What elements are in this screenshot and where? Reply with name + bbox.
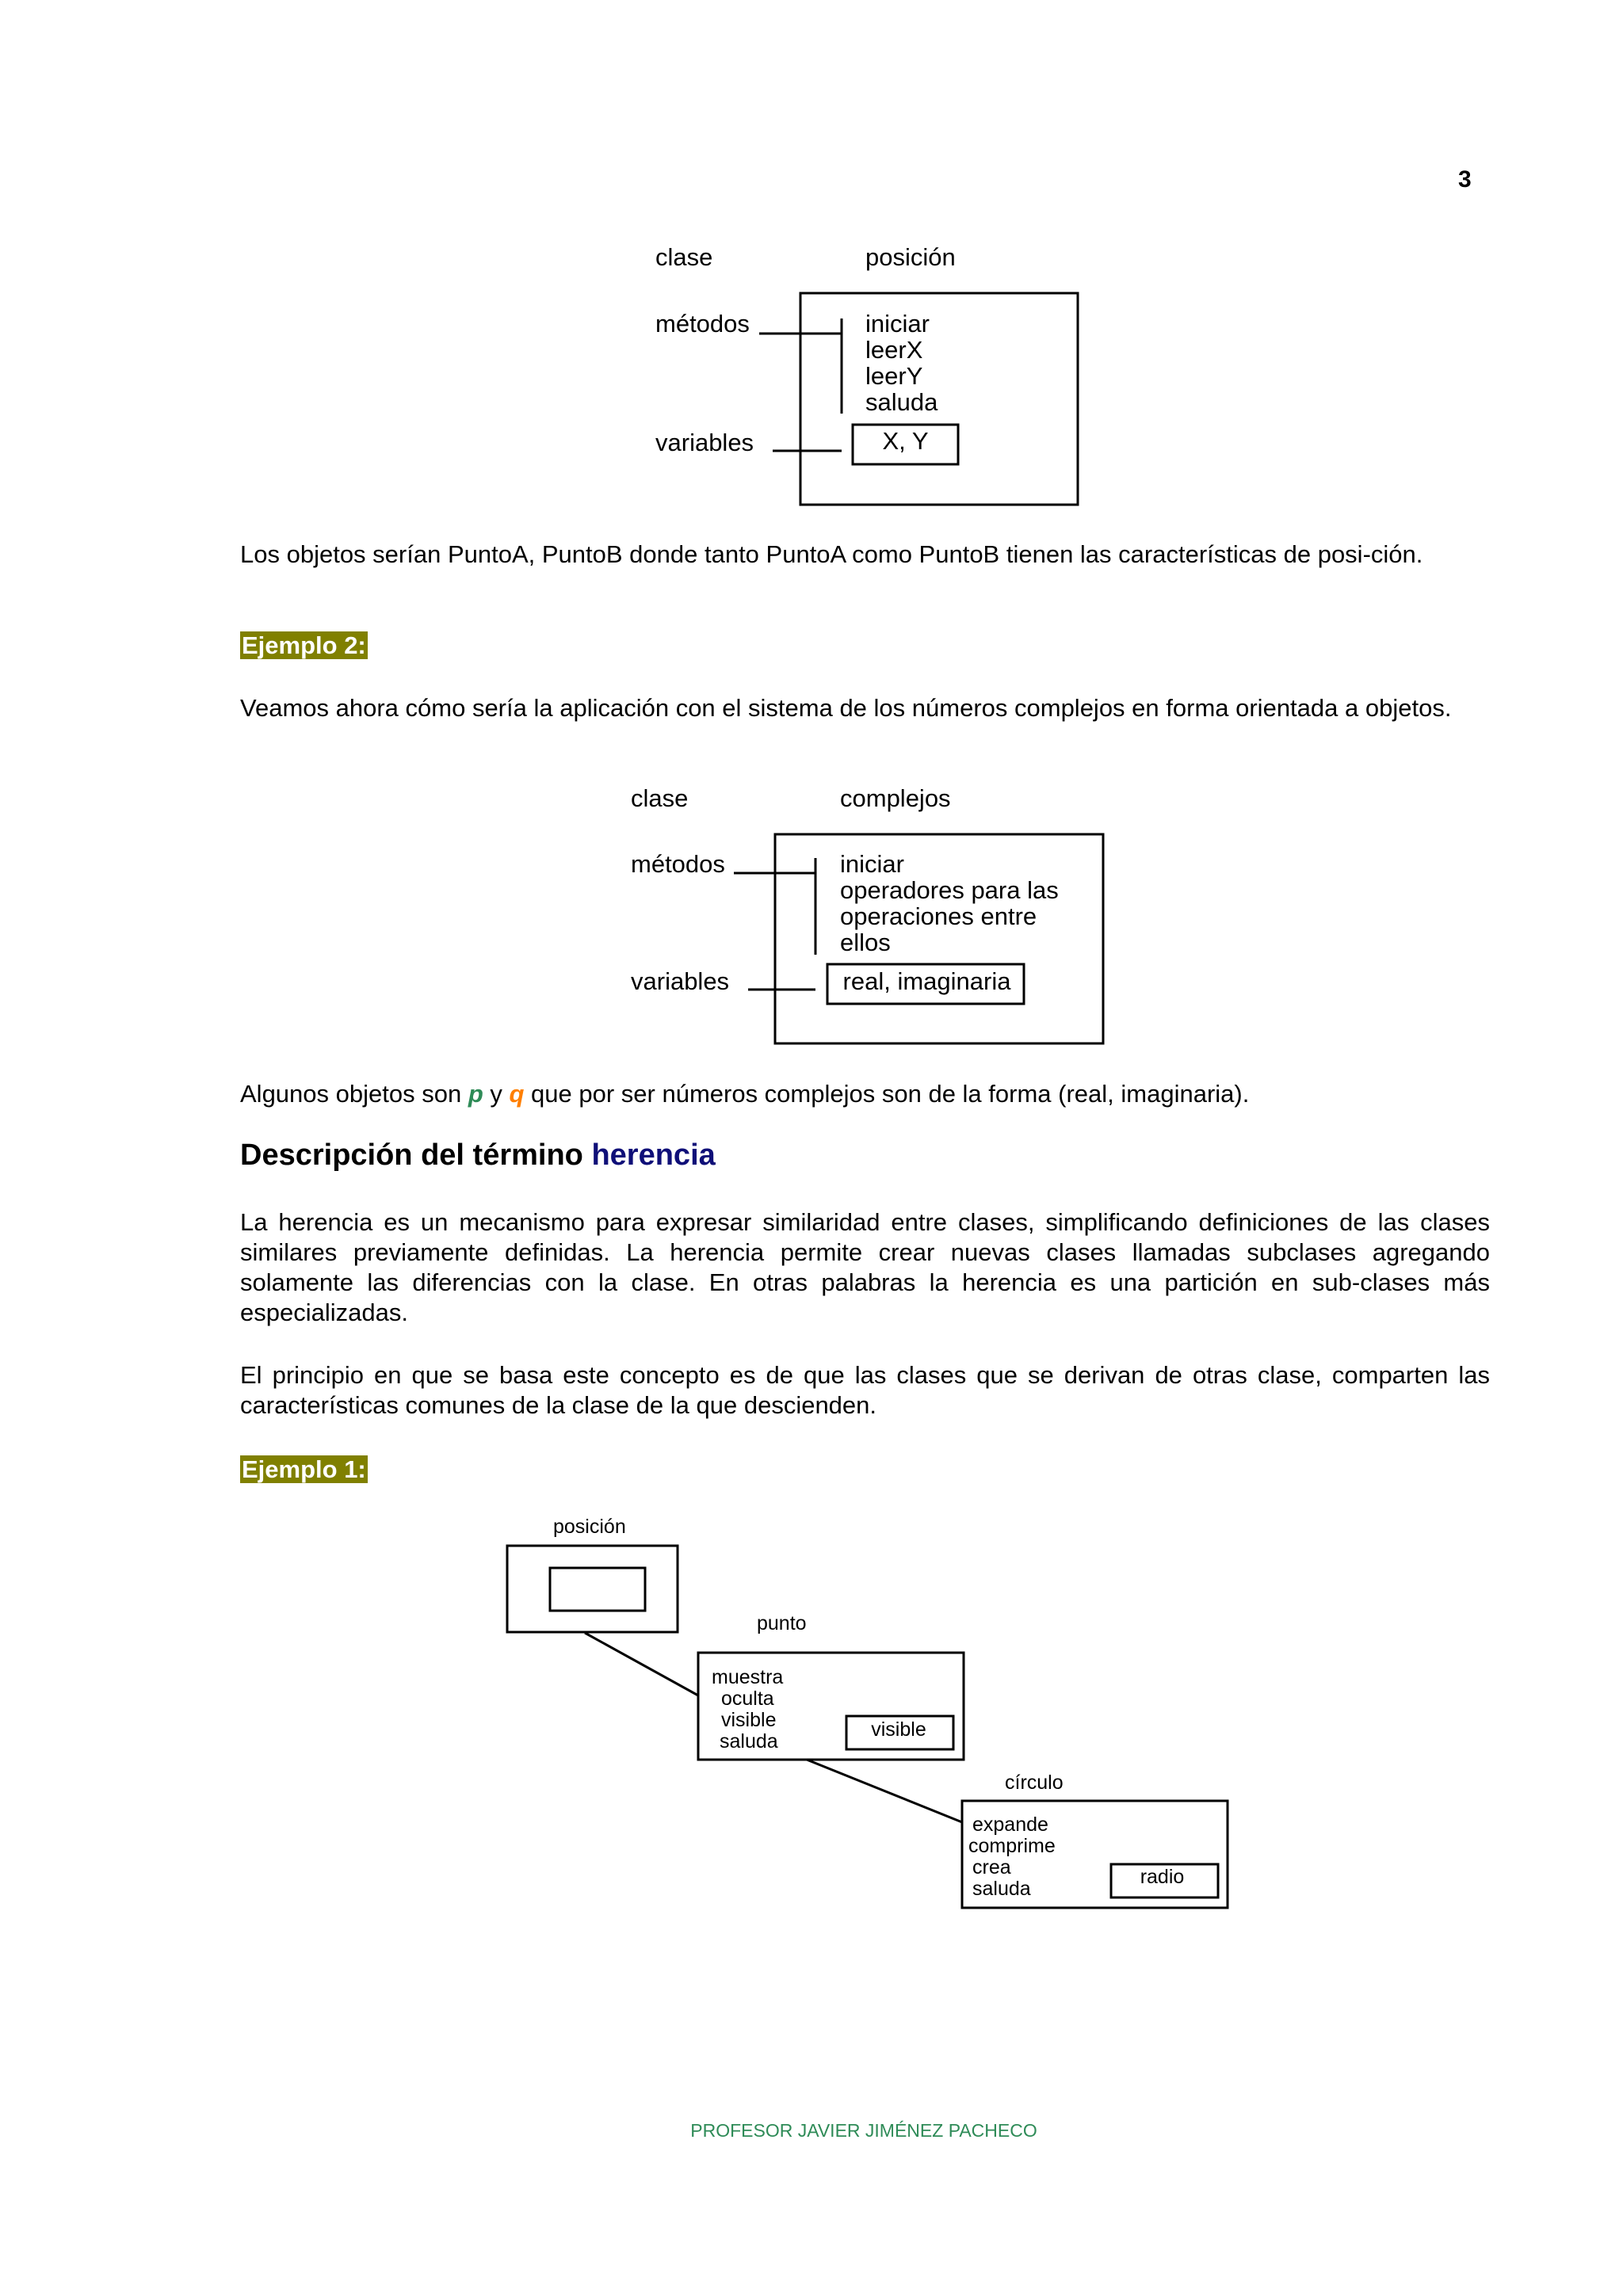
diagram1-variables-label: variables bbox=[655, 429, 754, 456]
page-number: 3 bbox=[1458, 166, 1472, 193]
diagram1-method: leerY bbox=[865, 362, 923, 390]
paragraph-principio: El principio en que se basa este concepto es de que las clases que se derivan de otras clase, comparten las características comunes de la clase de la que descienden. bbox=[240, 1361, 1490, 1419]
variable-q: q bbox=[509, 1080, 525, 1108]
heading-highlight: herencia bbox=[591, 1138, 716, 1172]
diagram1-variables: X, Y bbox=[882, 427, 929, 455]
diagram2-class-box bbox=[775, 834, 1103, 1043]
heading-text: Descripción del término bbox=[240, 1138, 592, 1172]
diagram2-variables-label: variables bbox=[631, 967, 730, 995]
circulo-method: expande bbox=[972, 1814, 1048, 1836]
diagram2-clase-label: clase bbox=[631, 784, 689, 812]
para3-before: Algunos objetos son bbox=[240, 1080, 468, 1108]
diagram1-clase-label: clase bbox=[655, 243, 713, 271]
posicion-box bbox=[507, 1546, 678, 1632]
example1-label: Ejemplo 1: bbox=[242, 1455, 366, 1483]
punto-method: oculta bbox=[721, 1688, 774, 1710]
punto-circulo-link bbox=[807, 1760, 962, 1822]
footer-author: PROFESOR JAVIER JIMÉNEZ PACHECO bbox=[690, 2120, 1037, 2141]
example2-label: Ejemplo 2: bbox=[242, 631, 366, 659]
punto-method: visible bbox=[721, 1709, 777, 1731]
circulo-var-box bbox=[1111, 1864, 1218, 1897]
diagram1-methods-label: métodos bbox=[655, 310, 750, 338]
punto-method: saluda bbox=[720, 1730, 778, 1753]
para3-after: que por ser números complejos son de la forma (real, imaginaria). bbox=[524, 1080, 1250, 1108]
variable-p: p bbox=[468, 1080, 483, 1108]
diagram3-circulo-label: círculo bbox=[1005, 1772, 1064, 1794]
punto-box bbox=[698, 1653, 964, 1760]
diagram2-method: operadores para las bbox=[840, 876, 1059, 904]
diagram2-method: ellos bbox=[840, 929, 891, 956]
diagram2-method: operaciones entre bbox=[840, 902, 1037, 930]
diagram2-variables: real, imaginaria bbox=[842, 967, 1011, 995]
diagram3-punto-label: punto bbox=[757, 1612, 807, 1634]
circulo-box bbox=[962, 1801, 1228, 1908]
para3-mid: y bbox=[483, 1080, 510, 1108]
diagram3-circulo-var: radio bbox=[1140, 1866, 1185, 1888]
diagram3-punto-var: visible bbox=[871, 1718, 926, 1741]
diagram1-method: saluda bbox=[865, 388, 938, 416]
diagram1-method: leerX bbox=[865, 336, 923, 364]
paragraph-herencia: La herencia es un mecanismo para expresar similaridad entre clases, simplificando definiciones de las clases similares previamente definidas. La herencia permite crear nuevas clases llamadas subclases agregando solamente las diferencias con la clase. En otras palabras la herencia es una partición en sub-clases más especializadas. bbox=[240, 1208, 1490, 1326]
posicion-punto-link bbox=[585, 1633, 698, 1695]
punto-var-box bbox=[846, 1716, 953, 1749]
circulo-method: comprime bbox=[968, 1835, 1056, 1857]
punto-method: muestra bbox=[712, 1666, 784, 1688]
circulo-method: saluda bbox=[972, 1878, 1031, 1900]
diagram3-posicion-label: posición bbox=[553, 1516, 626, 1538]
diagram2-methods-label: métodos bbox=[631, 850, 725, 878]
paragraph-objects: Los objetos serían PuntoA, PuntoB donde tanto PuntoA como PuntoB tienen las características de posi-ción. bbox=[240, 540, 1423, 568]
diagram2-variables-box bbox=[827, 964, 1024, 1004]
diagram1-class-name: posición bbox=[865, 243, 956, 271]
circulo-method: crea bbox=[972, 1856, 1011, 1878]
diagram1-method: iniciar bbox=[865, 310, 930, 338]
diagram2-class-name: complejos bbox=[840, 784, 951, 812]
diagram1-variables-box bbox=[853, 425, 958, 464]
paragraph-complex-intro: Veamos ahora cómo sería la aplicación con el sistema de los números complejos en forma orientada a objetos. bbox=[240, 694, 1452, 722]
diagram2-method: iniciar bbox=[840, 850, 904, 878]
posicion-inner-box bbox=[550, 1568, 645, 1611]
